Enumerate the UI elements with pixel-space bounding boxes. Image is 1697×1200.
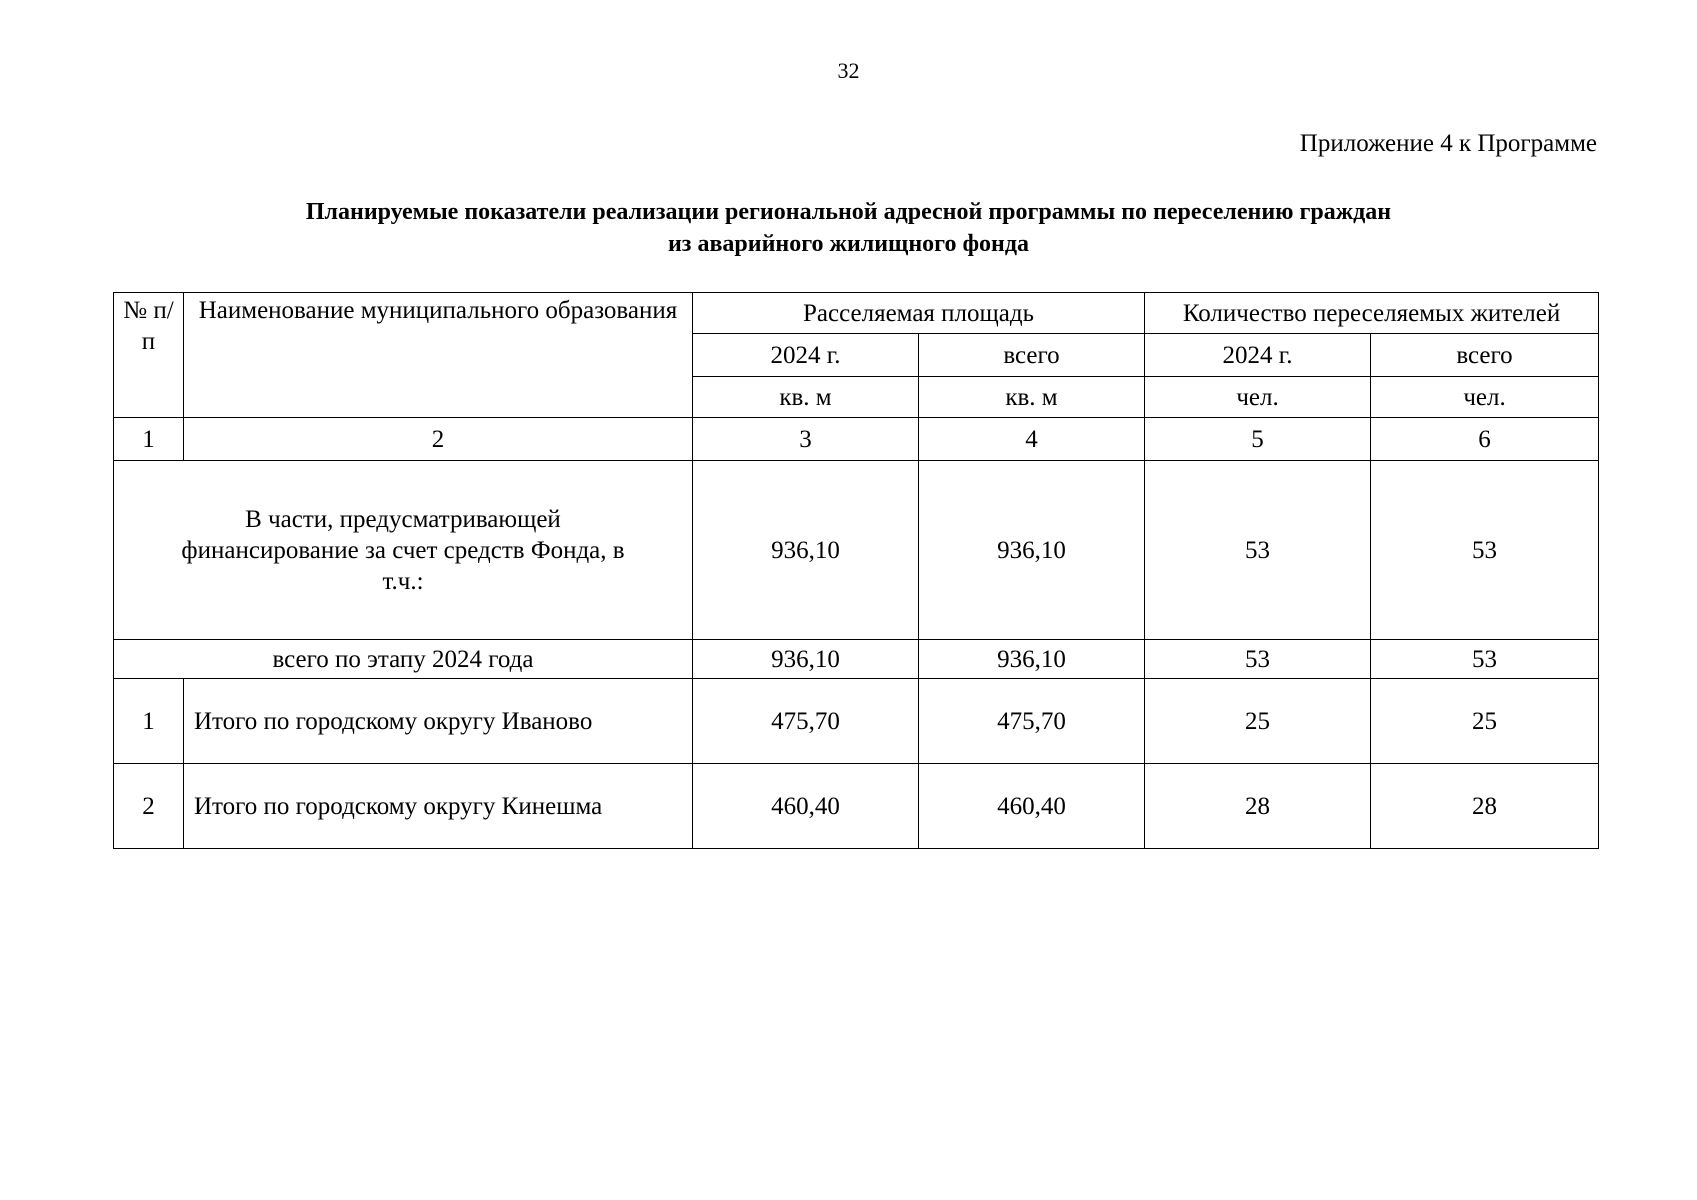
fund-financing-label — [114, 461, 693, 640]
row-area-total: 460,40 — [919, 764, 1145, 849]
unit-area-total: кв. м — [919, 377, 1145, 418]
page-number: 32 — [837, 58, 860, 83]
column-number-3: 3 — [693, 418, 919, 461]
header-area-total: всего — [919, 334, 1145, 377]
fund-financing-row — [114, 461, 1599, 640]
stage-total-label: всего по этапу 2024 года — [114, 640, 693, 679]
header-municipality-name: Наименование муниципального образования — [184, 293, 693, 418]
unit-area-2024: кв. м — [693, 377, 919, 418]
stage-area-total: 936,10 — [919, 640, 1145, 679]
header-number: № п/п — [114, 293, 184, 418]
header-residents-total: всего — [1371, 334, 1599, 377]
header-residents-2024: 2024 г. — [1145, 334, 1371, 377]
fund-residents-2024: 53 — [1145, 461, 1371, 640]
header-resettled-residents: Количество переселяемых жителей — [1145, 293, 1599, 334]
fund-financing-label-text: В части, предусматривающей финансирование за счет средств Фонда, в т.ч.: — [181, 505, 625, 595]
row-number: 1 — [114, 679, 184, 764]
municipality-name: Итого по городскому округу Иваново — [184, 679, 693, 764]
row-residents-total: 25 — [1371, 679, 1599, 764]
column-number-2: 2 — [184, 418, 693, 461]
row-residents-total: 28 — [1371, 764, 1599, 849]
column-number-6: 6 — [1371, 418, 1599, 461]
stage-residents-2024: 53 — [1145, 640, 1371, 679]
header-area-2024: 2024 г. — [693, 334, 919, 377]
indicators-table — [113, 292, 1599, 849]
stage-total-row — [114, 640, 1599, 679]
stage-residents-total: 53 — [1371, 640, 1599, 679]
row-number: 2 — [114, 764, 184, 849]
row-residents-2024: 25 — [1145, 679, 1371, 764]
table-row — [114, 764, 1599, 849]
header-resettled-area: Расселяемая площадь — [693, 293, 1145, 334]
column-number-1: 1 — [114, 418, 184, 461]
header-row-1 — [114, 293, 1599, 334]
column-number-5: 5 — [1145, 418, 1371, 461]
document-title-line-1: Планируемые показатели реализации региональной адресной программы по переселению граждан — [305, 199, 1392, 225]
fund-area-2024: 936,10 — [693, 461, 919, 640]
table-row — [114, 679, 1599, 764]
row-area-total: 475,70 — [919, 679, 1145, 764]
row-area-2024: 460,40 — [693, 764, 919, 849]
row-residents-2024: 28 — [1145, 764, 1371, 849]
column-number-4: 4 — [919, 418, 1145, 461]
fund-area-total: 936,10 — [919, 461, 1145, 640]
appendix-label: Приложение 4 к Программе — [1299, 130, 1597, 157]
unit-residents-2024: чел. — [1145, 377, 1371, 418]
column-numbers-row — [114, 418, 1599, 461]
municipality-name: Итого по городскому округу Кинешма — [184, 764, 693, 849]
document-title-line-2: из аварийного жилищного фонда — [667, 231, 1030, 257]
stage-area-2024: 936,10 — [693, 640, 919, 679]
fund-residents-total: 53 — [1371, 461, 1599, 640]
document-title — [0, 196, 1697, 260]
row-area-2024: 475,70 — [693, 679, 919, 764]
unit-residents-total: чел. — [1371, 377, 1599, 418]
